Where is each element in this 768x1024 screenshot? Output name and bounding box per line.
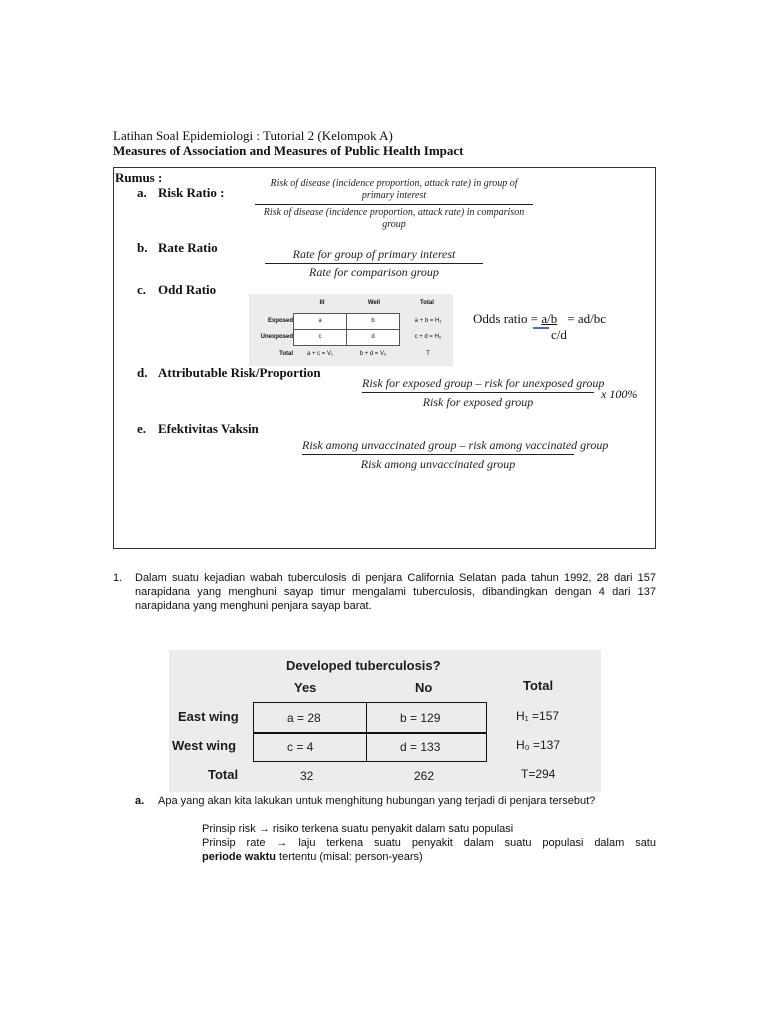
formula-label-risk-ratio: Risk Ratio : [158,185,225,200]
odds-row-label: Total [279,351,293,357]
odds-cell-a: a [293,313,347,330]
tb-total-yes: 32 [300,769,314,783]
risk-ratio-fraction [255,178,533,231]
odds-cell-c: c [293,329,347,346]
tb-row-label-total: Total [208,767,239,782]
odds-cell-total: T [426,351,430,357]
formula-letter-a: a. [137,185,147,200]
tb-cell-c: c = 4 [287,740,314,754]
vaccine-effectiveness-numerator: Risk among unvaccinated group – risk among vaccinated group [302,438,609,452]
tb-grid-line [366,702,367,762]
vaccine-effectiveness-denominator: Risk among unvaccinated group [360,457,516,471]
tb-header-yes: Yes [294,680,317,695]
risk-ratio-denominator: Risk of disease (incidence proportion, attack rate) in comparison group [263,207,525,230]
answer-rest: tertentu (misal: person-years) [275,851,423,863]
formula-label-rate-ratio: Rate Ratio [158,240,218,255]
odds-ratio-formula [473,311,606,327]
fraction-bar [362,392,594,393]
question-text: Dalam suatu kejadian wabah tuberculosis di penjara California Selatan pada tahun 1992, 28 dari 157 narapidana yang menghuni sayap timur mengalami tuberculosis, dibandingkan dengan 4 dari 137 narapidana yang menghuni penjara sayap barat. [135,572,656,612]
odds-header-ill: Ill [319,300,325,306]
attributable-risk-numerator: Risk for exposed group – risk for unexposed group [362,376,605,390]
formula-label-odd-ratio: Odd Ratio [158,282,217,297]
subquestion-text: Apa yang akan kita lakukan untuk menghitung hubungan yang terjadi di penjara tersebut? [158,795,596,807]
rate-ratio-numerator: Rate for group of primary interest [292,247,456,261]
odds-contingency-table [249,294,453,366]
answer-risk-principle: Prinsip risk → risiko terkena suatu penyakit dalam satu populasi [202,823,514,835]
tb-header-no: No [415,680,433,695]
tb-table-title: Developed tuberculosis? [286,658,441,673]
tb-grid-line [486,702,487,762]
odds-header-total: Total [420,300,434,306]
attributable-risk-multiplier: x 100% [601,387,638,401]
formula-heading: Rumus : [115,170,163,185]
odds-header-well: Well [367,300,381,306]
odds-cell-total: a + c = V₁ [306,351,334,357]
subquestion-letter: a. [135,795,145,807]
odds-cell-b: b [346,313,400,330]
tb-cell-h0: H₀ =137 [516,738,561,752]
attributable-risk-fraction [362,376,605,409]
tb-header-total: Total [523,678,554,693]
answer-bold-phrase: periode waktu [202,851,276,863]
odds-cell-d: d [346,329,400,346]
tb-cell-d: d = 133 [400,740,441,754]
tb-cell-b: b = 129 [400,711,441,725]
answer-rate-principle: Prinsip rate → laju terkena suatu penyakit dalam suatu populasi dalam satu [202,837,656,849]
formula-label-vaccine-effectiveness: Efektivitas Vaksin [158,421,259,436]
odds-ratio-prefix: Odds ratio = [473,311,542,326]
odds-cell-total: a + b = H₁ [414,318,442,324]
rate-ratio-fraction [265,248,483,279]
odds-ratio-result: = ad/bc [567,311,606,326]
document-title: Measures of Association and Measures of Public Health Impact [113,143,464,158]
tb-grid-line [253,702,487,703]
answer-rate-continuation [202,851,423,863]
formula-letter-b: b. [137,240,148,255]
formula-letter-c: c. [137,282,147,297]
formula-letter-d: d. [137,365,148,380]
vaccine-effectiveness-fraction [302,438,609,471]
formula-letter-e: e. [137,421,147,436]
tb-grid-line [253,732,487,734]
question-number: 1. [113,572,123,584]
odds-ratio-denominator: c/d [551,327,567,342]
tb-grid-line [253,761,487,762]
odds-cell-total: b + d = V₀ [359,351,387,357]
tb-grid-line [253,702,254,762]
tuberculosis-table [169,650,601,792]
spellcheck-underline [533,327,549,329]
rate-ratio-denominator: Rate for comparison group [309,265,439,279]
tb-cell-h1: H₁ =157 [516,709,560,723]
tb-total-t: T=294 [521,767,556,781]
fraction-bar [302,454,574,455]
odds-row-label: Exposed [267,318,293,324]
tb-row-label-east: East wing [178,709,239,724]
tb-total-no: 262 [414,769,435,783]
tb-cell-a: a = 28 [287,711,321,725]
odds-cell-total: c + d = H₀ [414,334,442,340]
tb-row-label-west: West wing [172,738,237,753]
odds-ratio-numerator: a/b [541,311,558,326]
formula-label-attributable-risk: Attributable Risk/Proportion [158,365,321,380]
attributable-risk-denominator: Risk for exposed group [422,395,534,409]
document-subtitle: Latihan Soal Epidemiologi : Tutorial 2 (Kelompok A) [113,128,393,143]
fraction-bar [255,204,533,205]
risk-ratio-numerator: Risk of disease (incidence proportion, attack rate) in group of primary interest [270,178,518,201]
odds-row-label: Unexposed [260,334,293,340]
fraction-bar [265,263,483,264]
